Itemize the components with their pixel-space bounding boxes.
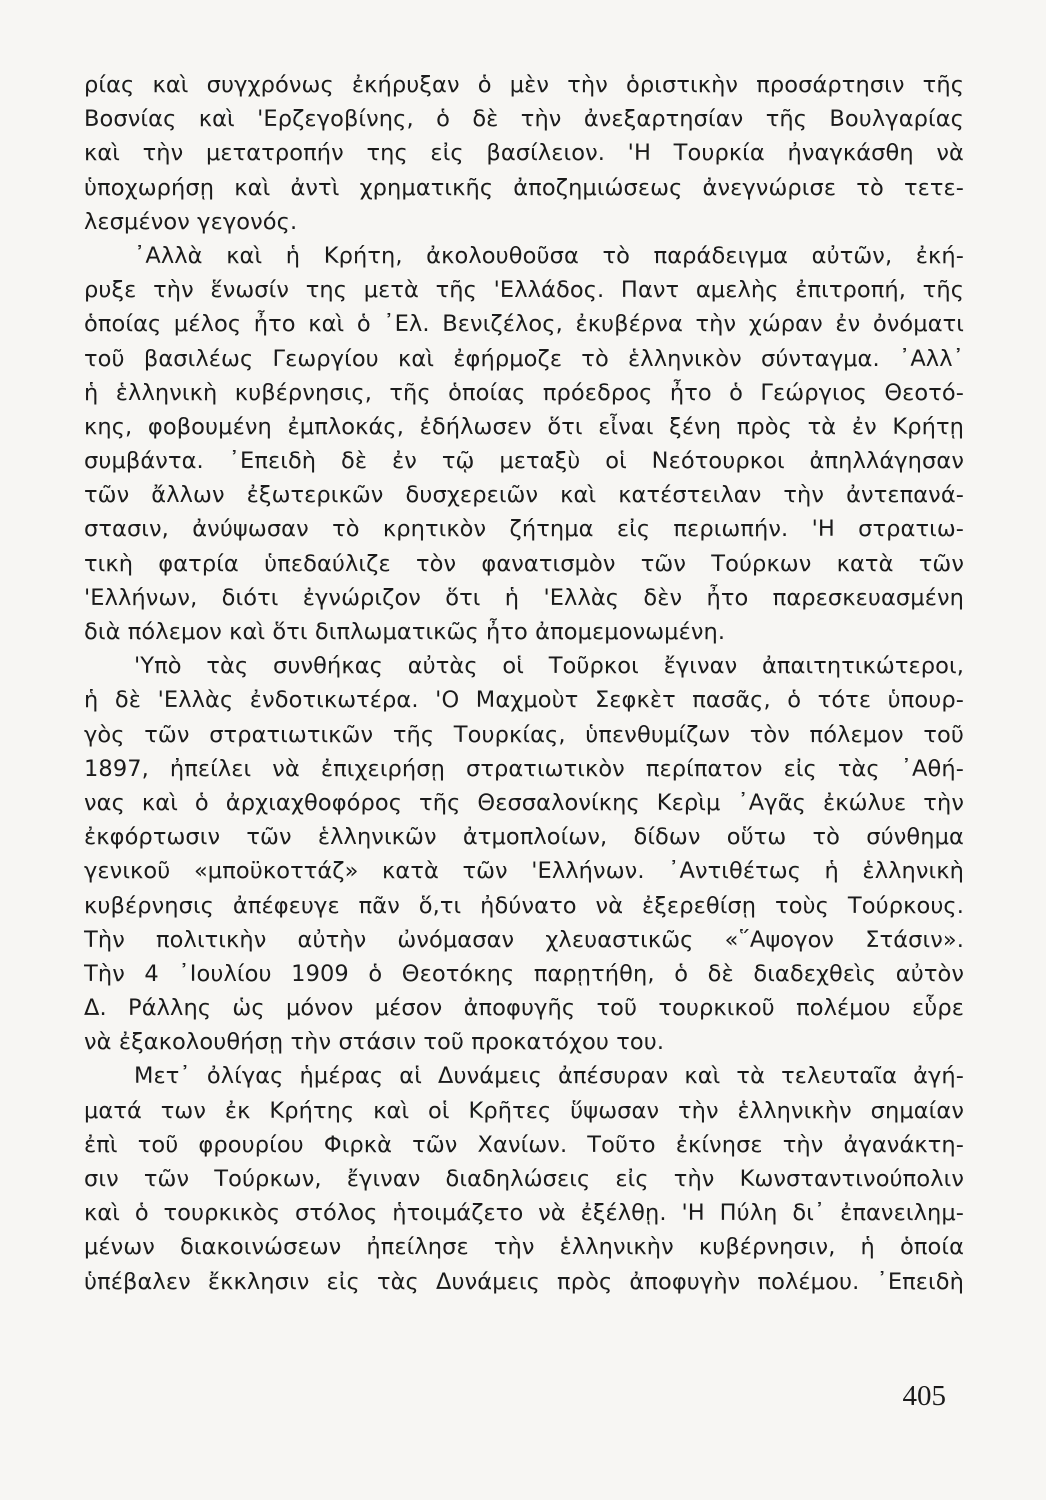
text-line: καὶ ὁ τουρκικὸς στόλος ἡτοιμάζετο νὰ ἐξέλθῃ. 'Η Πύλη δι᾿ ἐπανειλημ- [84, 1200, 964, 1227]
body-text [84, 68, 964, 1299]
text-line: κυβέρνησις ἀπέφευγε πᾶν ὅ,τι ἠδύνατο νὰ ἐξερεθίσῃ τοὺς Τούρκους. [84, 892, 964, 919]
text-line: ὑποχωρήσῃ καὶ ἀντὶ χρηματικῆς ἀποζημιώσεως ἀνεγνώρισε τὸ τετε- [84, 174, 964, 201]
text-line: τῶν ἄλλων ἐξωτερικῶν δυσχερειῶν καὶ κατέστειλαν τὴν ἀντεπανά- [84, 482, 964, 509]
text-line: τοῦ βασιλέως Γεωργίου καὶ ἐφήρμοζε τὸ ἑλληνικὸν σύνταγμα. ᾿Αλλ᾿ [84, 345, 964, 372]
paragraph-start-line: ᾿Αλλὰ καὶ ἡ Κρήτη, ἀκολουθοῦσα τὸ παράδειγμα αὐτῶν, ἐκή- [134, 242, 964, 269]
text-line: μένων διακοινώσεων ἠπείλησε τὴν ἑλληνικὴν κυβέρνησιν, ἡ ὁποία [84, 1234, 964, 1261]
text-line: ἐκφόρτωσιν τῶν ἑλληνικῶν ἀτμοπλοίων, δίδων οὕτω τὸ σύνθημα [84, 824, 964, 851]
text-line: γὸς τῶν στρατιωτικῶν τῆς Τουρκίας, ὑπενθυμίζων τὸν πόλεμον τοῦ [84, 721, 964, 748]
text-line: σιν τῶν Τούρκων, ἔγιναν διαδηλώσεις εἰς τὴν Κωνσταντινούπολιν [84, 1166, 964, 1192]
text-line: συμβάντα. ᾿Επειδὴ δὲ ἐν τῷ μεταξὺ οἱ Νεότουρκοι ἀπηλλάγησαν [84, 448, 964, 475]
page-number: 405 [902, 1380, 946, 1412]
text-line: νας καὶ ὁ ἀρχιαχθοφόρος τῆς Θεσσαλονίκης Κερὶμ ᾿Αγᾶς ἐκώλυε τὴν [84, 789, 964, 816]
text-line: ἐπὶ τοῦ φρουρίου Φιρκὰ τῶν Χανίων. Τοῦτο ἐκίνησε τὴν ἀγανάκτη- [84, 1131, 964, 1158]
text-line: 'Ελλήνων, διότι ἐγνώριζον ὅτι ἡ 'Ελλὰς δὲν ἦτο παρεσκευασμένη [84, 584, 964, 611]
text-line: ὁποίας μέλος ἦτο καὶ ὁ ᾿Ελ. Βενιζέλος, ἐκυβέρνα τὴν χώραν ἐν ὀνόματι [84, 311, 964, 338]
text-line: Δ. Ράλλης ὡς μόνον μέσον ἀποφυγῆς τοῦ τουρκικοῦ πολέμου εὗρε [84, 995, 964, 1022]
text-line: νὰ ἐξακολουθήσῃ τὴν στάσιν τοῦ προκατόχου του. [84, 1029, 665, 1056]
text-line: ματά των ἐκ Κρήτης καὶ οἱ Κρῆτες ὕψωσαν τὴν ἑλληνικὴν σημαίαν [84, 1097, 964, 1124]
text-line: 1897, ἠπείλει νὰ ἐπιχειρήσῃ στρατιωτικὸν περίπατον εἰς τὰς ᾿Αθή- [84, 755, 964, 782]
text-line: διὰ πόλεμον καὶ ὅτι διπλωματικῶς ἦτο ἀπομεμονωμένη. [84, 619, 726, 645]
text-line: ρυξε τὴν ἕνωσίν της μετὰ τῆς 'Ελλάδος. Παντ αμελὴς ἐπιτροπή, τῆς [84, 277, 964, 304]
text-line: ὑπέβαλεν ἔκκλησιν εἰς τὰς Δυνάμεις πρὸς ἀποφυγὴν πολέμου. ᾿Επειδὴ [84, 1268, 964, 1295]
paragraph-start-line: 'Υπὸ τὰς συνθήκας αὐτὰς οἱ Τοῦρκοι ἔγιναν ἀπαιτητικώτεροι, [134, 653, 964, 680]
text-line: στασιν, ἀνύψωσαν τὸ κρητικὸν ζήτημα εἰς περιωπήν. 'Η στρατιω- [84, 516, 964, 543]
text-line: Βοσνίας καὶ 'Ερζεγοβίνης, ὁ δὲ τὴν ἀνεξαρτησίαν τῆς Βουλγαρίας [84, 106, 964, 133]
text-line: κης, φοβουμένη ἐμπλοκάς, ἐδήλωσεν ὅτι εἶναι ξένη πρὸς τὰ ἐν Κρήτῃ [84, 413, 964, 440]
text-line: λεσμένον γεγονός. [84, 208, 298, 235]
text-line: ἡ δὲ 'Ελλὰς ἐνδοτικωτέρα. 'Ο Μαχμοὺτ Σεφκὲτ πασᾶς, ὁ τότε ὑπουρ- [84, 687, 964, 714]
text-line: Τὴν 4 ᾿Ιουλίου 1909 ὁ Θεοτόκης παρῃτήθη, ὁ δὲ διαδεχθεὶς αὐτὸν [84, 960, 964, 987]
text-line: καὶ τὴν μετατροπήν της εἰς βασίλειον. 'Η Τουρκία ἠναγκάσθη νὰ [84, 140, 964, 167]
paragraph-start-line: Μετ᾿ ὀλίγας ἡμέρας αἱ Δυνάμεις ἀπέσυραν καὶ τὰ τελευταῖα ἀγή- [134, 1063, 964, 1090]
text-line: τικὴ φατρία ὑπεδαύλιζε τὸν φανατισμὸν τῶν Τούρκων κατὰ τῶν [84, 550, 964, 577]
text-line: Τὴν πολιτικὴν αὐτὴν ὠνόμασαν χλευαστικῶς «῞Αψογον Στάσιν». [84, 926, 964, 953]
text-line: γενικοῦ «μποϋκοττάζ» κατὰ τῶν 'Ελλήνων. ᾿Αντιθέτως ἡ ἑλληνικὴ [84, 858, 964, 885]
text-line: ρίας καὶ συγχρόνως ἐκήρυξαν ὁ μὲν τὴν ὁριστικὴν προσάρτησιν τῆς [84, 72, 964, 98]
text-line: ἡ ἑλληνικὴ κυβέρνησις, τῆς ὁποίας πρόεδρος ἦτο ὁ Γεώργιος Θεοτό- [84, 379, 964, 406]
